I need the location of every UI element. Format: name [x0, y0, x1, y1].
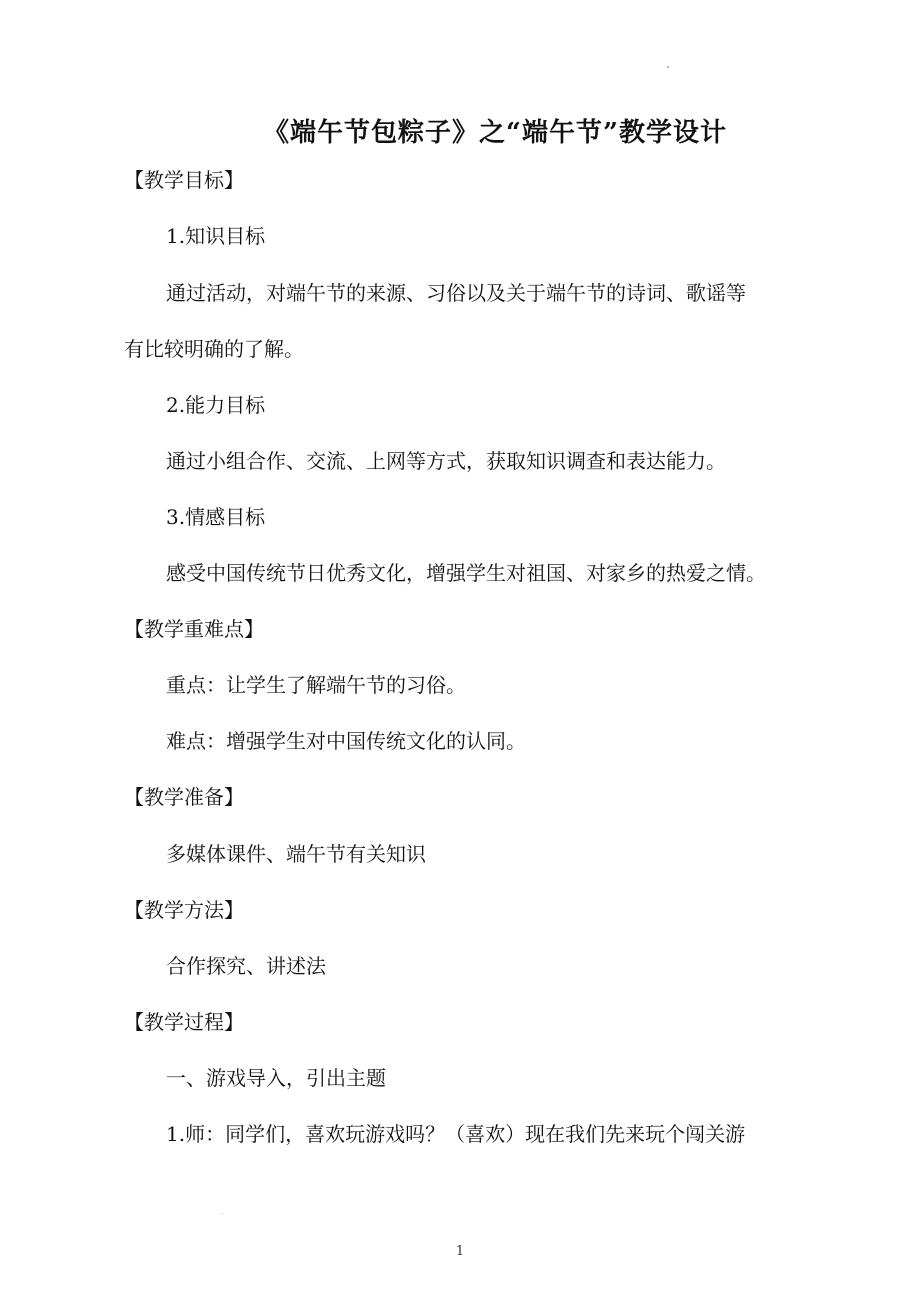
knowledge-objective-text-2: 有比较明确的了解。	[124, 337, 304, 361]
preparation-text: 多媒体课件、端午节有关知识	[166, 842, 426, 866]
key-points-heading: 【教学重难点】	[124, 617, 264, 641]
ability-objective-text: 通过小组合作、交流、上网等方式，获取知识调查和表达能力。	[166, 449, 726, 473]
difficult-point-text: 难点：增强学生对中国传统文化的认同。	[166, 729, 526, 753]
document-title: 《端午节包粽子》之“端午节”教学设计	[263, 118, 727, 148]
page-number: 1	[455, 1244, 465, 1259]
method-text: 合作探究、讲述法	[166, 954, 326, 978]
process-heading: 【教学过程】	[124, 1010, 244, 1034]
emotion-objective-text: 感受中国传统节日优秀文化，增强学生对祖国、对家乡的热爱之情。	[166, 561, 766, 585]
key-point-text: 重点：让学生了解端午节的习俗。	[166, 673, 466, 697]
emotion-objective-label: 3.情感目标	[166, 505, 266, 529]
knowledge-objective-text-1: 通过活动，对端午节的来源、习俗以及关于端午节的诗词、歌谣等	[166, 281, 746, 305]
knowledge-objective-label: 1.知识目标	[166, 224, 266, 248]
process-text-1: 1.师：同学们，喜欢玩游戏吗？（喜欢）现在我们先来玩个闯关游	[166, 1122, 746, 1146]
objectives-heading: 【教学目标】	[124, 168, 244, 192]
method-heading: 【教学方法】	[124, 898, 244, 922]
preparation-heading: 【教学准备】	[124, 785, 244, 809]
process-step-1: 一、游戏导入，引出主题	[166, 1066, 386, 1090]
scan-speck	[222, 1213, 223, 1214]
ability-objective-label: 2.能力目标	[166, 393, 266, 417]
scan-speck	[667, 66, 669, 68]
